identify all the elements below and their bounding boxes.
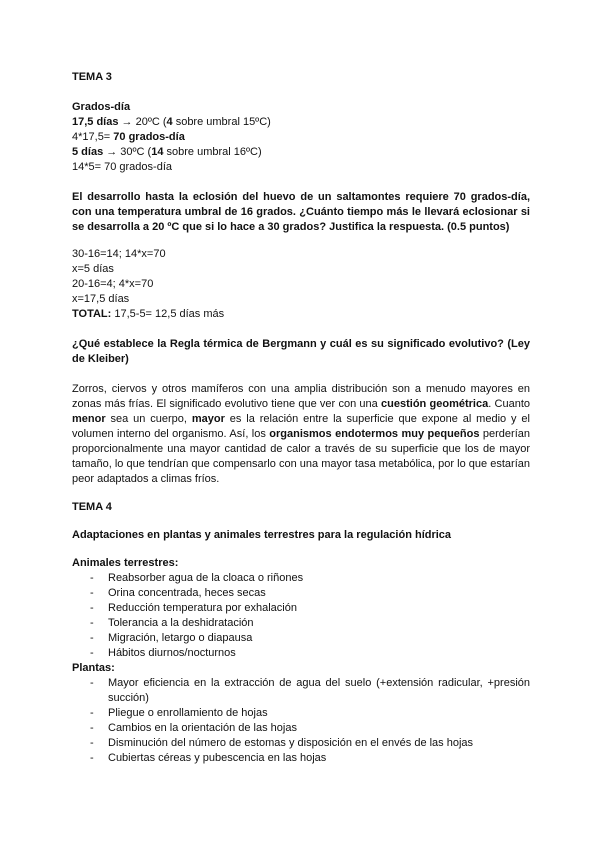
solution-step-4: x=17,5 días	[72, 293, 130, 305]
document-page	[72, 70, 530, 766]
solution-total: TOTAL: 17,5-5= 12,5 días más	[72, 308, 225, 320]
list-item: - Mayor eficiencia en la extracción de agua del suelo (+extensión radicular, +presión succión)	[72, 676, 530, 706]
solution-step-2: x=5 días	[72, 263, 114, 275]
bergmann-question: ¿Qué establece la Regla térmica de Bergmann y cuál es su significado evolutivo? (Ley de Kleiber)	[72, 338, 530, 365]
animales-list	[72, 571, 530, 661]
list-item: - Tolerancia a la deshidratación	[72, 616, 530, 631]
solution-step-1: 30-16=14; 14*x=70	[72, 248, 166, 260]
list-item: - Hábitos diurnos/nocturnos	[72, 646, 530, 661]
animales-section	[72, 556, 530, 766]
problem-solution	[72, 247, 530, 322]
list-item: - Disminución del número de estomas y disposición en el envés de las hojas	[72, 736, 530, 751]
grados-line-3: 5 días → 30ºC (14 sobre umbral 16ºC)	[72, 146, 262, 158]
grados-line-4: 14*5= 70 grados-día	[72, 161, 172, 173]
list-item: - Migración, letargo o diapausa	[72, 631, 530, 646]
tema4-title: TEMA 4	[72, 501, 112, 513]
grados-dia-heading: Grados-día	[72, 101, 131, 113]
list-item: - Orina concentrada, heces secas	[72, 586, 530, 601]
list-item: - Cambios en la orientación de las hojas	[72, 721, 530, 736]
bergmann-answer: Zorros, ciervos y otros mamíferos con una amplia distribución son a menudo mayores en zonas más frías. El significado evolutivo tiene que ver con una cuestión geométrica. Cuanto menor sea un cuerpo, mayor es la relación entre la superficie que expone al medio y el volumen interno del organismo. Así, los organismos endotermos muy pequeños perderían proporcionalmente una mayor cantidad de calor a través de su superficie que los de mayor tamaño, lo que tendrían que compensarlo con una mayor tasa metabólica, por lo que estarían peor adaptados a climas fríos.	[72, 383, 530, 485]
tema3-title: TEMA 3	[72, 71, 112, 83]
plantas-label: Plantas:	[72, 662, 115, 674]
grados-line-2: 4*17,5= 70 grados-día	[72, 131, 185, 143]
plantas-list	[72, 676, 530, 766]
list-item: - Reabsorber agua de la cloaca o riñones	[72, 571, 530, 586]
list-item: - Cubiertas céreas y pubescencia en las hojas	[72, 751, 530, 766]
grados-line-1: 17,5 días → 20ºC (4 sobre umbral 15ºC)	[72, 116, 271, 128]
solution-step-3: 20-16=4; 4*x=70	[72, 278, 154, 290]
problem-question: El desarrollo hasta la eclosión del huevo de un saltamontes requiere 70 grados-día, con una temperatura umbral de 16 grados. ¿Cuánto tiempo más le llevará eclosionar si se desarrolla a 20 ºC que si lo hace a 30 grados? Justifica la respuesta. (0.5 puntos)	[72, 191, 530, 233]
tema4-heading: Adaptaciones en plantas y animales terrestres para la regulación hídrica	[72, 529, 452, 541]
list-item: - Pliegue o enrollamiento de hojas	[72, 706, 530, 721]
animales-label: Animales terrestres:	[72, 557, 179, 569]
list-item: - Reducción temperatura por exhalación	[72, 601, 530, 616]
grados-dia-section	[72, 100, 530, 175]
